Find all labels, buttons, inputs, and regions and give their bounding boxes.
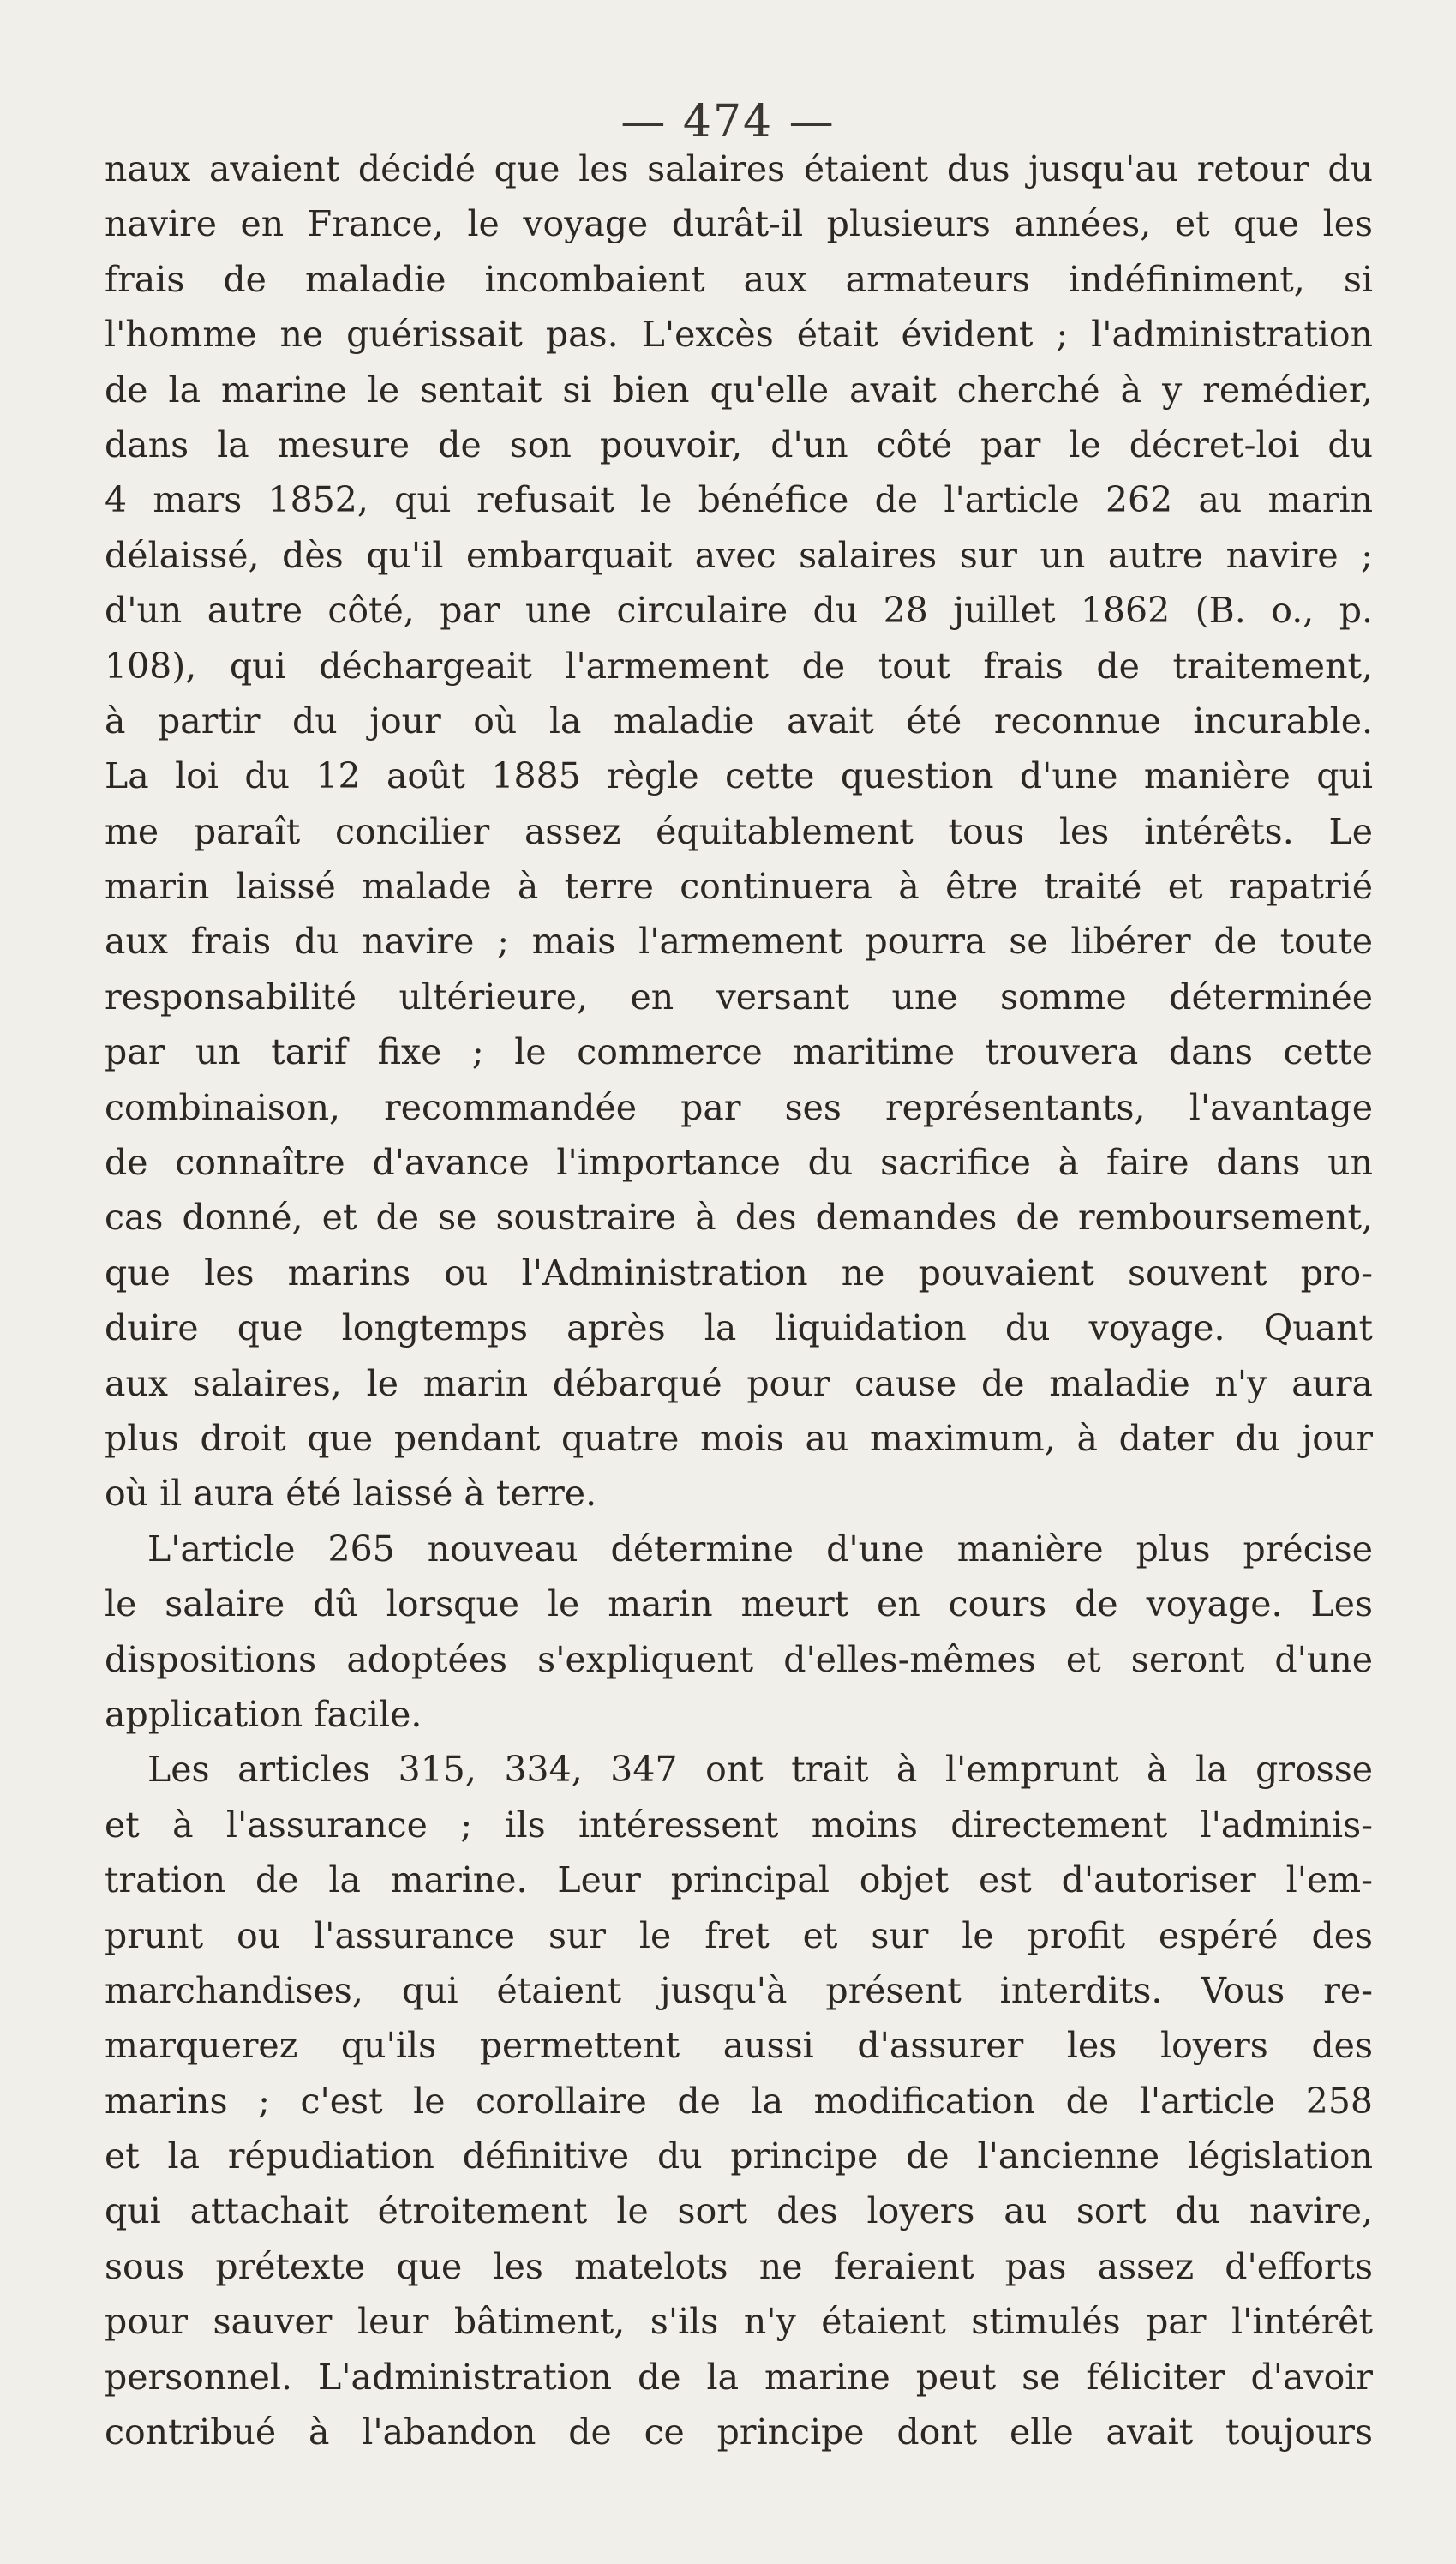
- text-line: Les articles 315, 334, 347 ont trait à l'emprunt à la grosse: [147, 1749, 1373, 1791]
- text-line: naux avaient décidé que les salaires étaient dus jusqu'au retour du: [105, 148, 1373, 189]
- text-line: L'article 265 nouveau détermine d'une manière plus précise: [147, 1528, 1373, 1570]
- text-line: à partir du jour où la maladie avait été reconnue incurable.: [105, 700, 1373, 742]
- text-line: prunt ou l'assurance sur le fret et sur le profit espéré des: [105, 1914, 1373, 1956]
- text-line: cas donné, et de se soustraire à des demandes de remboursement,: [105, 1197, 1373, 1239]
- text-line: dispositions adoptées s'expliquent d'elles-mêmes et seront d'une: [105, 1638, 1373, 1680]
- text-line: duire que longtemps après la liquidation du voyage. Quant: [105, 1307, 1373, 1349]
- text-line: d'un autre côté, par une circulaire du 28 juillet 1862 (B. o., p.: [105, 590, 1373, 632]
- text-line: sous prétexte que les matelots ne feraient pas assez d'efforts: [105, 2245, 1373, 2287]
- text-line: qui attachait étroitement le sort des loyers au sort du navire,: [105, 2190, 1373, 2232]
- text-line: et la répudiation définitive du principe de l'ancienne législation: [105, 2135, 1373, 2177]
- text-line: pour sauver leur bâtiment, s'ils n'y étaient stimulés par l'intérêt: [105, 2301, 1373, 2343]
- text-line: marin laissé malade à terre continuera à être traité et rapatrié: [105, 866, 1373, 908]
- text-line: aux salaires, le marin débarqué pour cause de maladie n'y aura: [105, 1362, 1373, 1404]
- text-line: où il aura été laissé à terre.: [105, 1473, 597, 1515]
- text-line: aux frais du navire ; mais l'armement pourra se libérer de toute: [105, 921, 1373, 963]
- text-line: 108), qui déchargeait l'armement de tout frais de traitement,: [105, 645, 1373, 687]
- text-line: contribué à l'abandon de ce principe dont elle avait toujours: [105, 2411, 1373, 2453]
- text-line: par un tarif fixe ; le commerce maritime trouvera dans cette: [105, 1031, 1373, 1073]
- text-line: marquerez qu'ils permettent aussi d'assurer les loyers des: [105, 2025, 1373, 2067]
- text-line: marins ; c'est le corollaire de la modification de l'article 258: [105, 2080, 1373, 2122]
- page-number: — 474 —: [620, 96, 836, 147]
- text-line: navire en France, le voyage durât-il plusieurs années, et que les: [105, 203, 1373, 245]
- text-line: combinaison, recommandée par ses représentants, l'avantage: [105, 1086, 1373, 1128]
- text-line: marchandises, qui étaient jusqu'à présent interdits. Vous re-: [105, 1969, 1373, 2011]
- body-text: [105, 141, 1373, 2459]
- text-line: de la marine le sentait si bien qu'elle avait cherché à y remédier,: [105, 369, 1373, 411]
- text-line: que les marins ou l'Administration ne pouvaient souvent pro-: [105, 1252, 1373, 1294]
- text-line: La loi du 12 août 1885 règle cette question d'une manière qui: [105, 755, 1373, 797]
- text-line: application facile.: [105, 1693, 422, 1735]
- text-line: plus droit que pendant quatre mois au maximum, à dater du jour: [105, 1417, 1373, 1459]
- text-line: de connaître d'avance l'importance du sacrifice à faire dans un: [105, 1142, 1373, 1184]
- text-line: dans la mesure de son pouvoir, d'un côté par le décret-loi du: [105, 423, 1373, 465]
- text-line: le salaire dû lorsque le marin meurt en cours de voyage. Les: [105, 1583, 1373, 1625]
- text-line: 4 mars 1852, qui refusait le bénéfice de l'article 262 au marin: [105, 479, 1373, 521]
- text-line: me paraît concilier assez équitablement tous les intérêts. Le: [105, 810, 1373, 852]
- text-line: personnel. L'administration de la marine peut se féliciter d'avoir: [105, 2356, 1373, 2398]
- text-line: frais de maladie incombaient aux armateurs indéfiniment, si: [105, 258, 1373, 300]
- text-line: et à l'assurance ; ils intéressent moins directement l'adminis-: [105, 1804, 1373, 1846]
- text-line: tration de la marine. Leur principal objet est d'autoriser l'em-: [105, 1859, 1373, 1901]
- text-line: responsabilité ultérieure, en versant une somme déterminée: [105, 976, 1373, 1018]
- text-line: l'homme ne guérissait pas. L'excès était évident ; l'administration: [105, 314, 1373, 356]
- text-line: délaissé, dès qu'il embarquait avec salaires sur un autre navire ;: [105, 534, 1373, 576]
